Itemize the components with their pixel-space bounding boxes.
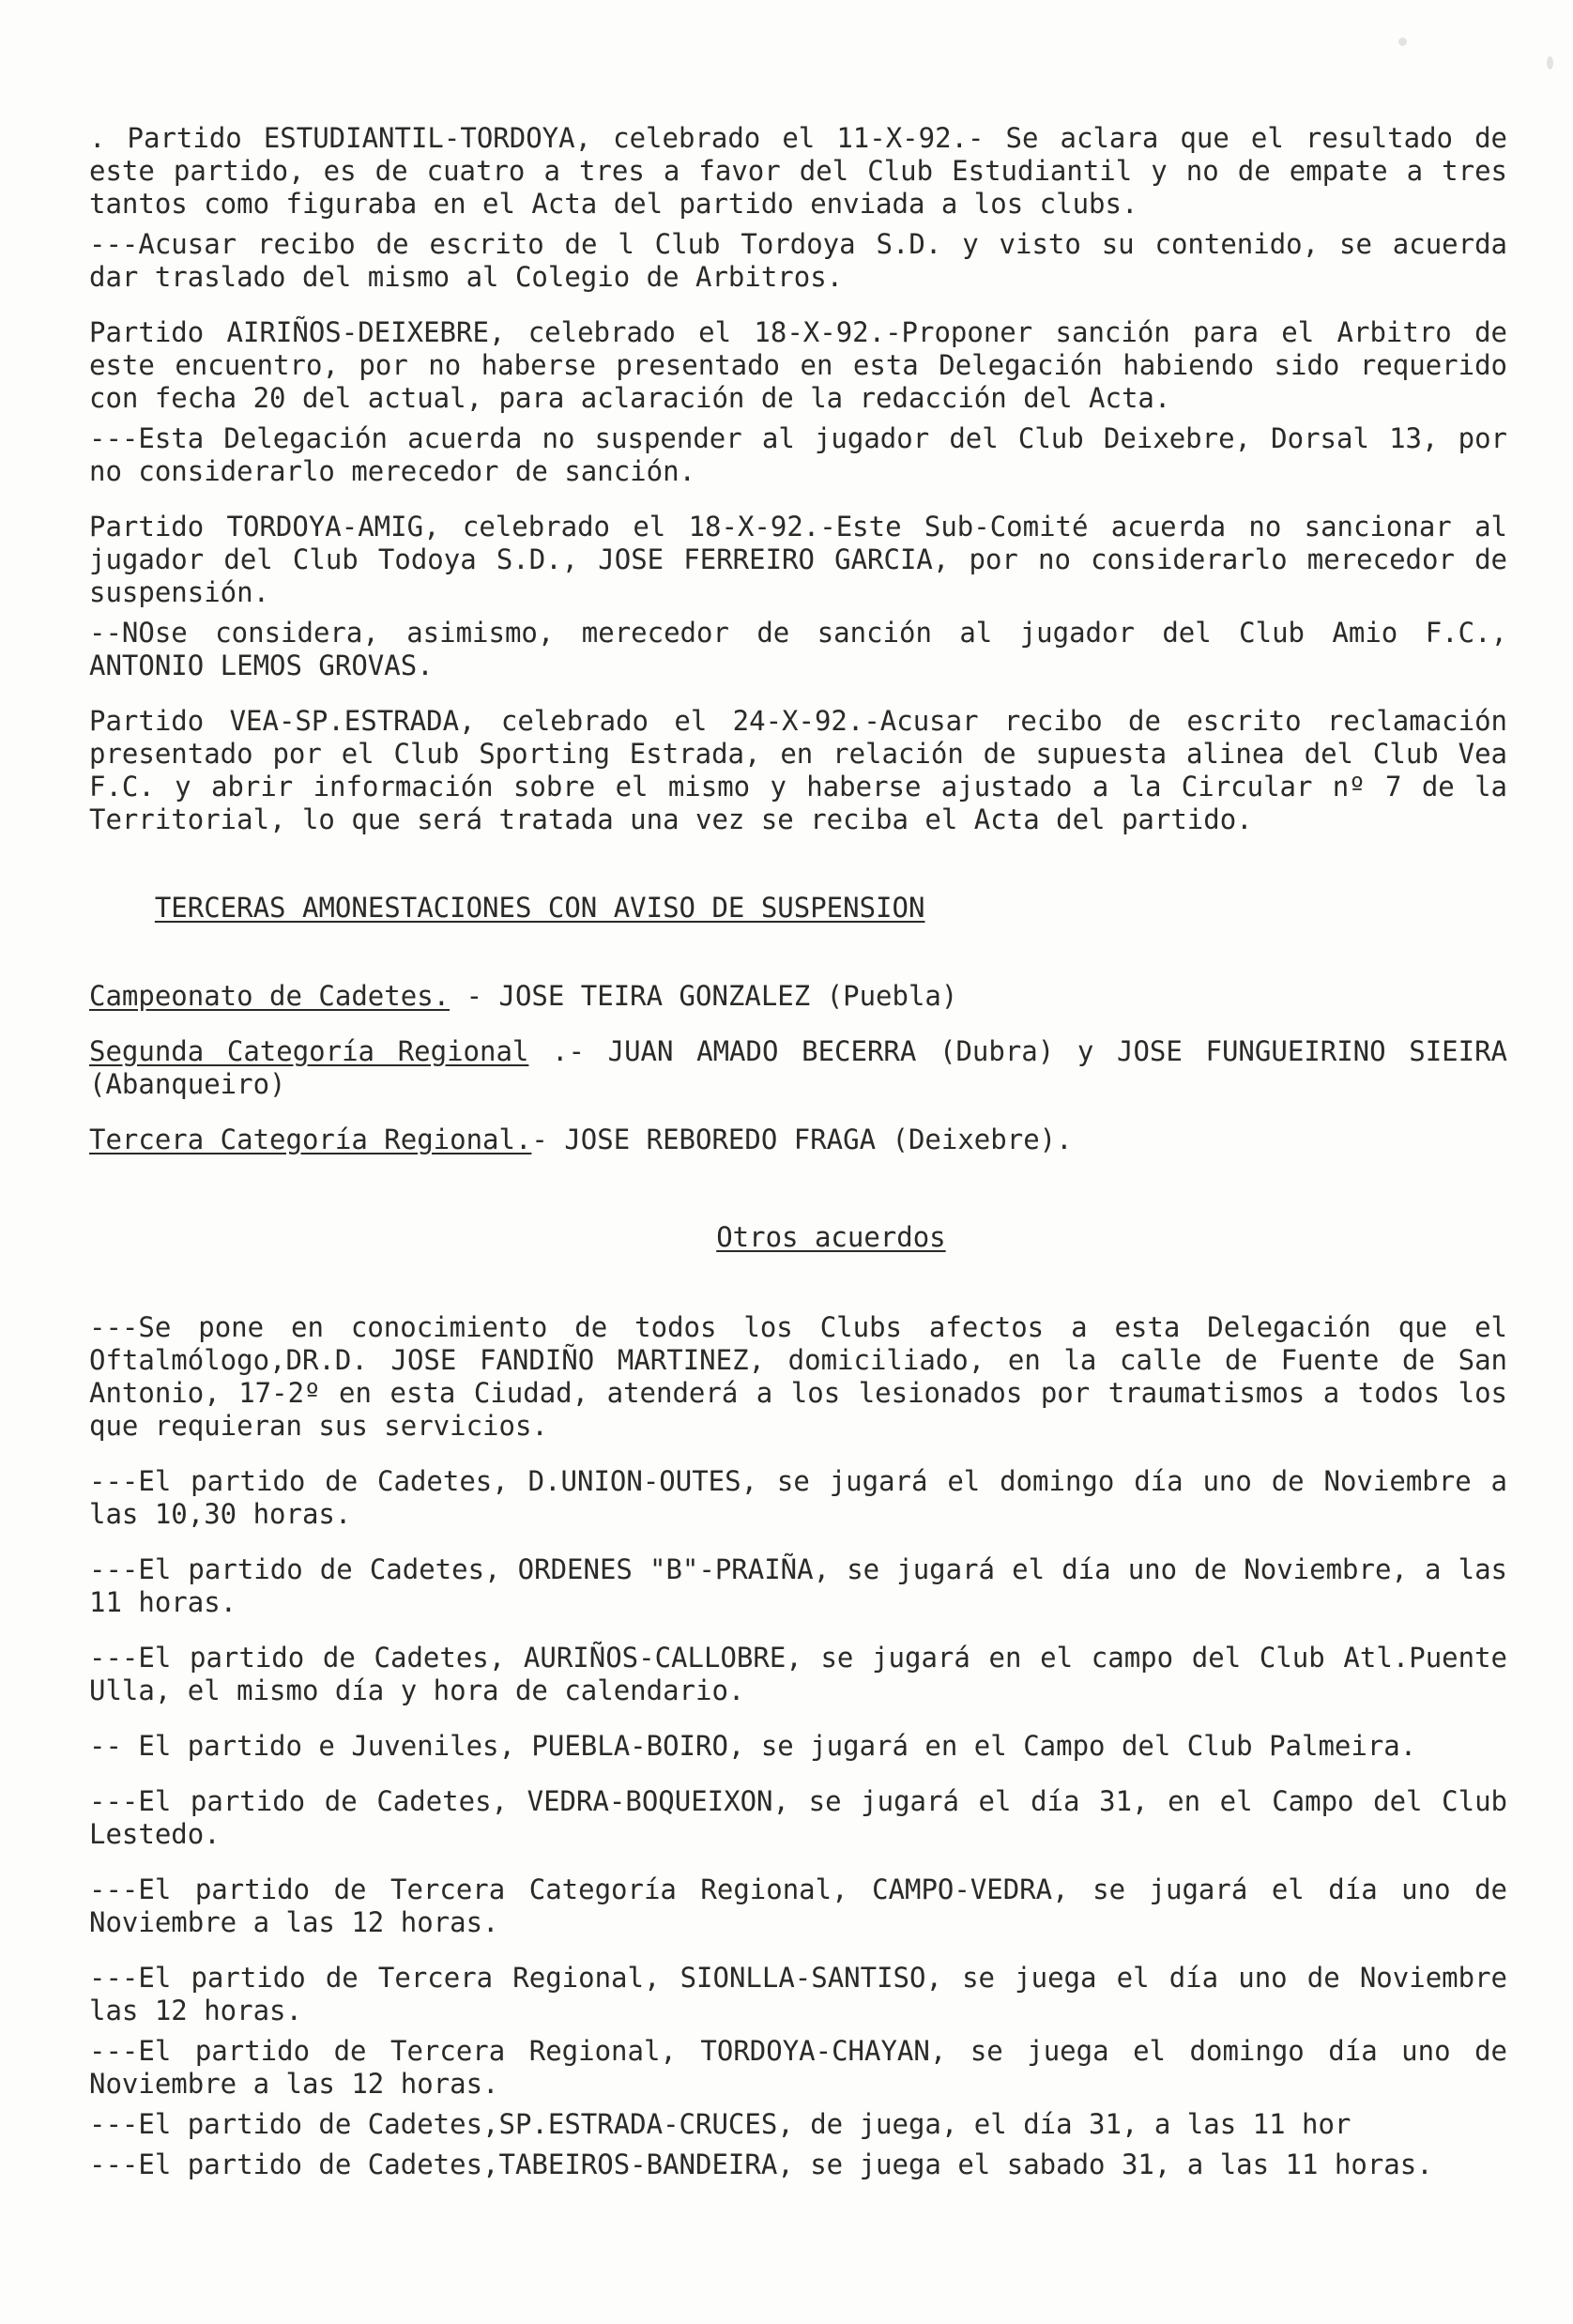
acuerdo-oftalmologo: ---Se pone en conocimiento de todos los Clubs afectos a esta Delegación que el Oftalmólogo,DR.D. JOSE FANDIÑO MARTINEZ, domiciliado, en la calle de Fuente de San Antonio, 17-2º en esta Ciudad, atenderá a los lesionados por traumatismos a todos los que requieran sus servicios. bbox=[89, 1311, 1524, 1442]
amonestacion-category: Campeonato de Cadetes. bbox=[89, 980, 451, 1012]
amonestacion-category: Segunda Categoría Regional bbox=[89, 1035, 529, 1067]
amonestacion-category: Tercera Categoría Regional. bbox=[89, 1124, 532, 1155]
paragraph-estudiantil-tordoya: . Partido ESTUDIANTIL-TORDOYA, celebrado el 11-X-92.- Se aclara que el resultado de este partido, es de cuatro a tres a favor del Club Estudiantil y no de empate a tres tantos como figuraba en el Acta del partido enviada a los clubs. bbox=[89, 122, 1524, 220]
acuerdo-vedra-boqueixon: ---El partido de Cadetes, VEDRA-BOQUEIXON, se jugará el día 31, en el Campo del Club Lestedo. bbox=[89, 1785, 1524, 1850]
heading-otros-acuerdos bbox=[89, 1188, 1507, 1287]
paragraph-acuse-tordoya: ---Acusar recibo de escrito de l Club Tordoya S.D. y visto su contenido, se acuerda dar traslado del mismo al Colegio de Arbitros. bbox=[89, 228, 1524, 293]
paragraph-vea-estrada: Partido VEA-SP.ESTRADA, celebrado el 24-X-92.-Acusar recibo de escrito reclamación presentado por el Club Sporting Estrada, en relación de supuesta alinea del Club Vea F.C. y abrir información sobre el mismo y haberse ajustado a la Circular nº 7 de la Territorial, lo que será tratada una vez se reciba el Acta del partido. bbox=[89, 705, 1524, 835]
amonestacion-segunda bbox=[89, 1035, 1524, 1101]
amonestacion-detail: - JOSE TEIRA GONZALEZ (Puebla) bbox=[450, 980, 958, 1012]
paragraph-deixebre-dorsal: ---Esta Delegación acuerda no suspender al jugador del Club Deixebre, Dorsal 13, por no considerarlo merecedor de sanción. bbox=[89, 422, 1524, 487]
heading-amonestaciones bbox=[89, 859, 1507, 957]
paragraph-airinos-deixebre: Partido AIRIÑOS-DEIXEBRE, celebrado el 18-X-92.-Proponer sanción para el Arbitro de este encuentro, por no haberse presentado en esta Delegación habiendo sido requerido con fecha 20 del actual, para aclaración de la redacción del Acta. bbox=[89, 316, 1524, 414]
amonestacion-cadetes bbox=[89, 980, 1507, 1013]
heading-amonestaciones-text: TERCERAS AMONESTACIONES CON AVISO DE SUSPENSION bbox=[154, 892, 925, 924]
amonestacion-detail: - JOSE REBOREDO FRAGA (Deixebre). bbox=[531, 1124, 1073, 1155]
acuerdo-ordenes-praina: ---El partido de Cadetes, ORDENES "B"-PRAIÑA, se jugará el día uno de Noviembre, a las 11 horas. bbox=[89, 1553, 1524, 1618]
acuerdo-campo-vedra: ---El partido de Tercera Categoría Regional, CAMPO-VEDRA, se jugará el día uno de Noviembre a las 12 horas. bbox=[89, 1873, 1524, 1938]
acuerdo-estrada-cruces: ---El partido de Cadetes,SP.ESTRADA-CRUCES, de juega, el día 31, a las 11 hor bbox=[89, 2108, 1352, 2140]
paragraph-tordoya-amig: Partido TORDOYA-AMIG, celebrado el 18-X-92.-Este Sub-Comité acuerda no sancionar al jugador del Club Todoya S.D., JOSE FERREIRO GARCIA, por no considerarlo merecedor de suspensión. bbox=[89, 511, 1524, 608]
paragraph-amio-lemos: --NOse considera, asimismo, merecedor de sanción al jugador del Club Amio F.C., ANTONIO LEMOS GROVAS. bbox=[89, 617, 1524, 681]
heading-otros-text: Otros acuerdos bbox=[716, 1221, 946, 1253]
acuerdo-tordoya-chayan: ---El partido de Tercera Regional, TORDOYA-CHAYAN, se juega el domingo día uno de Noviembre a las 12 horas. bbox=[89, 2035, 1524, 2100]
paper-spot bbox=[1398, 38, 1407, 46]
acuerdo-union-outes: ---El partido de Cadetes, D.UNION-OUTES, se jugará el domingo día uno de Noviembre a las 10,30 horas. bbox=[89, 1465, 1524, 1530]
acuerdo-aurinos-callobre: ---El partido de Cadetes, AURIÑOS-CALLOBRE, se jugará en el campo del Club Atl.Puente Ulla, el mismo día y hora de calendario. bbox=[89, 1642, 1524, 1706]
amonestacion-detail: .- JUAN AMADO BECERRA (Dubra) y JOSE FUNGUEIRINO SIEIRA (Abanqueiro) bbox=[89, 1035, 1524, 1100]
acuerdo-tabeiros-bandeira: ---El partido de Cadetes,TABEIROS-BANDEIRA, se juega el sabado 31, a las 11 horas. bbox=[89, 2148, 1433, 2180]
acuerdo-sionlla-santiso: ---El partido de Tercera Regional, SIONLLA-SANTISO, se juega el día uno de Noviembre las 12 horas. bbox=[89, 1962, 1524, 2026]
paper-spot bbox=[1547, 56, 1553, 69]
acuerdo-puebla-boiro: -- El partido e Juveniles, PUEBLA-BOIRO, se jugará en el Campo del Club Palmeira. bbox=[89, 1730, 1417, 1762]
amonestacion-tercera bbox=[89, 1124, 1507, 1156]
